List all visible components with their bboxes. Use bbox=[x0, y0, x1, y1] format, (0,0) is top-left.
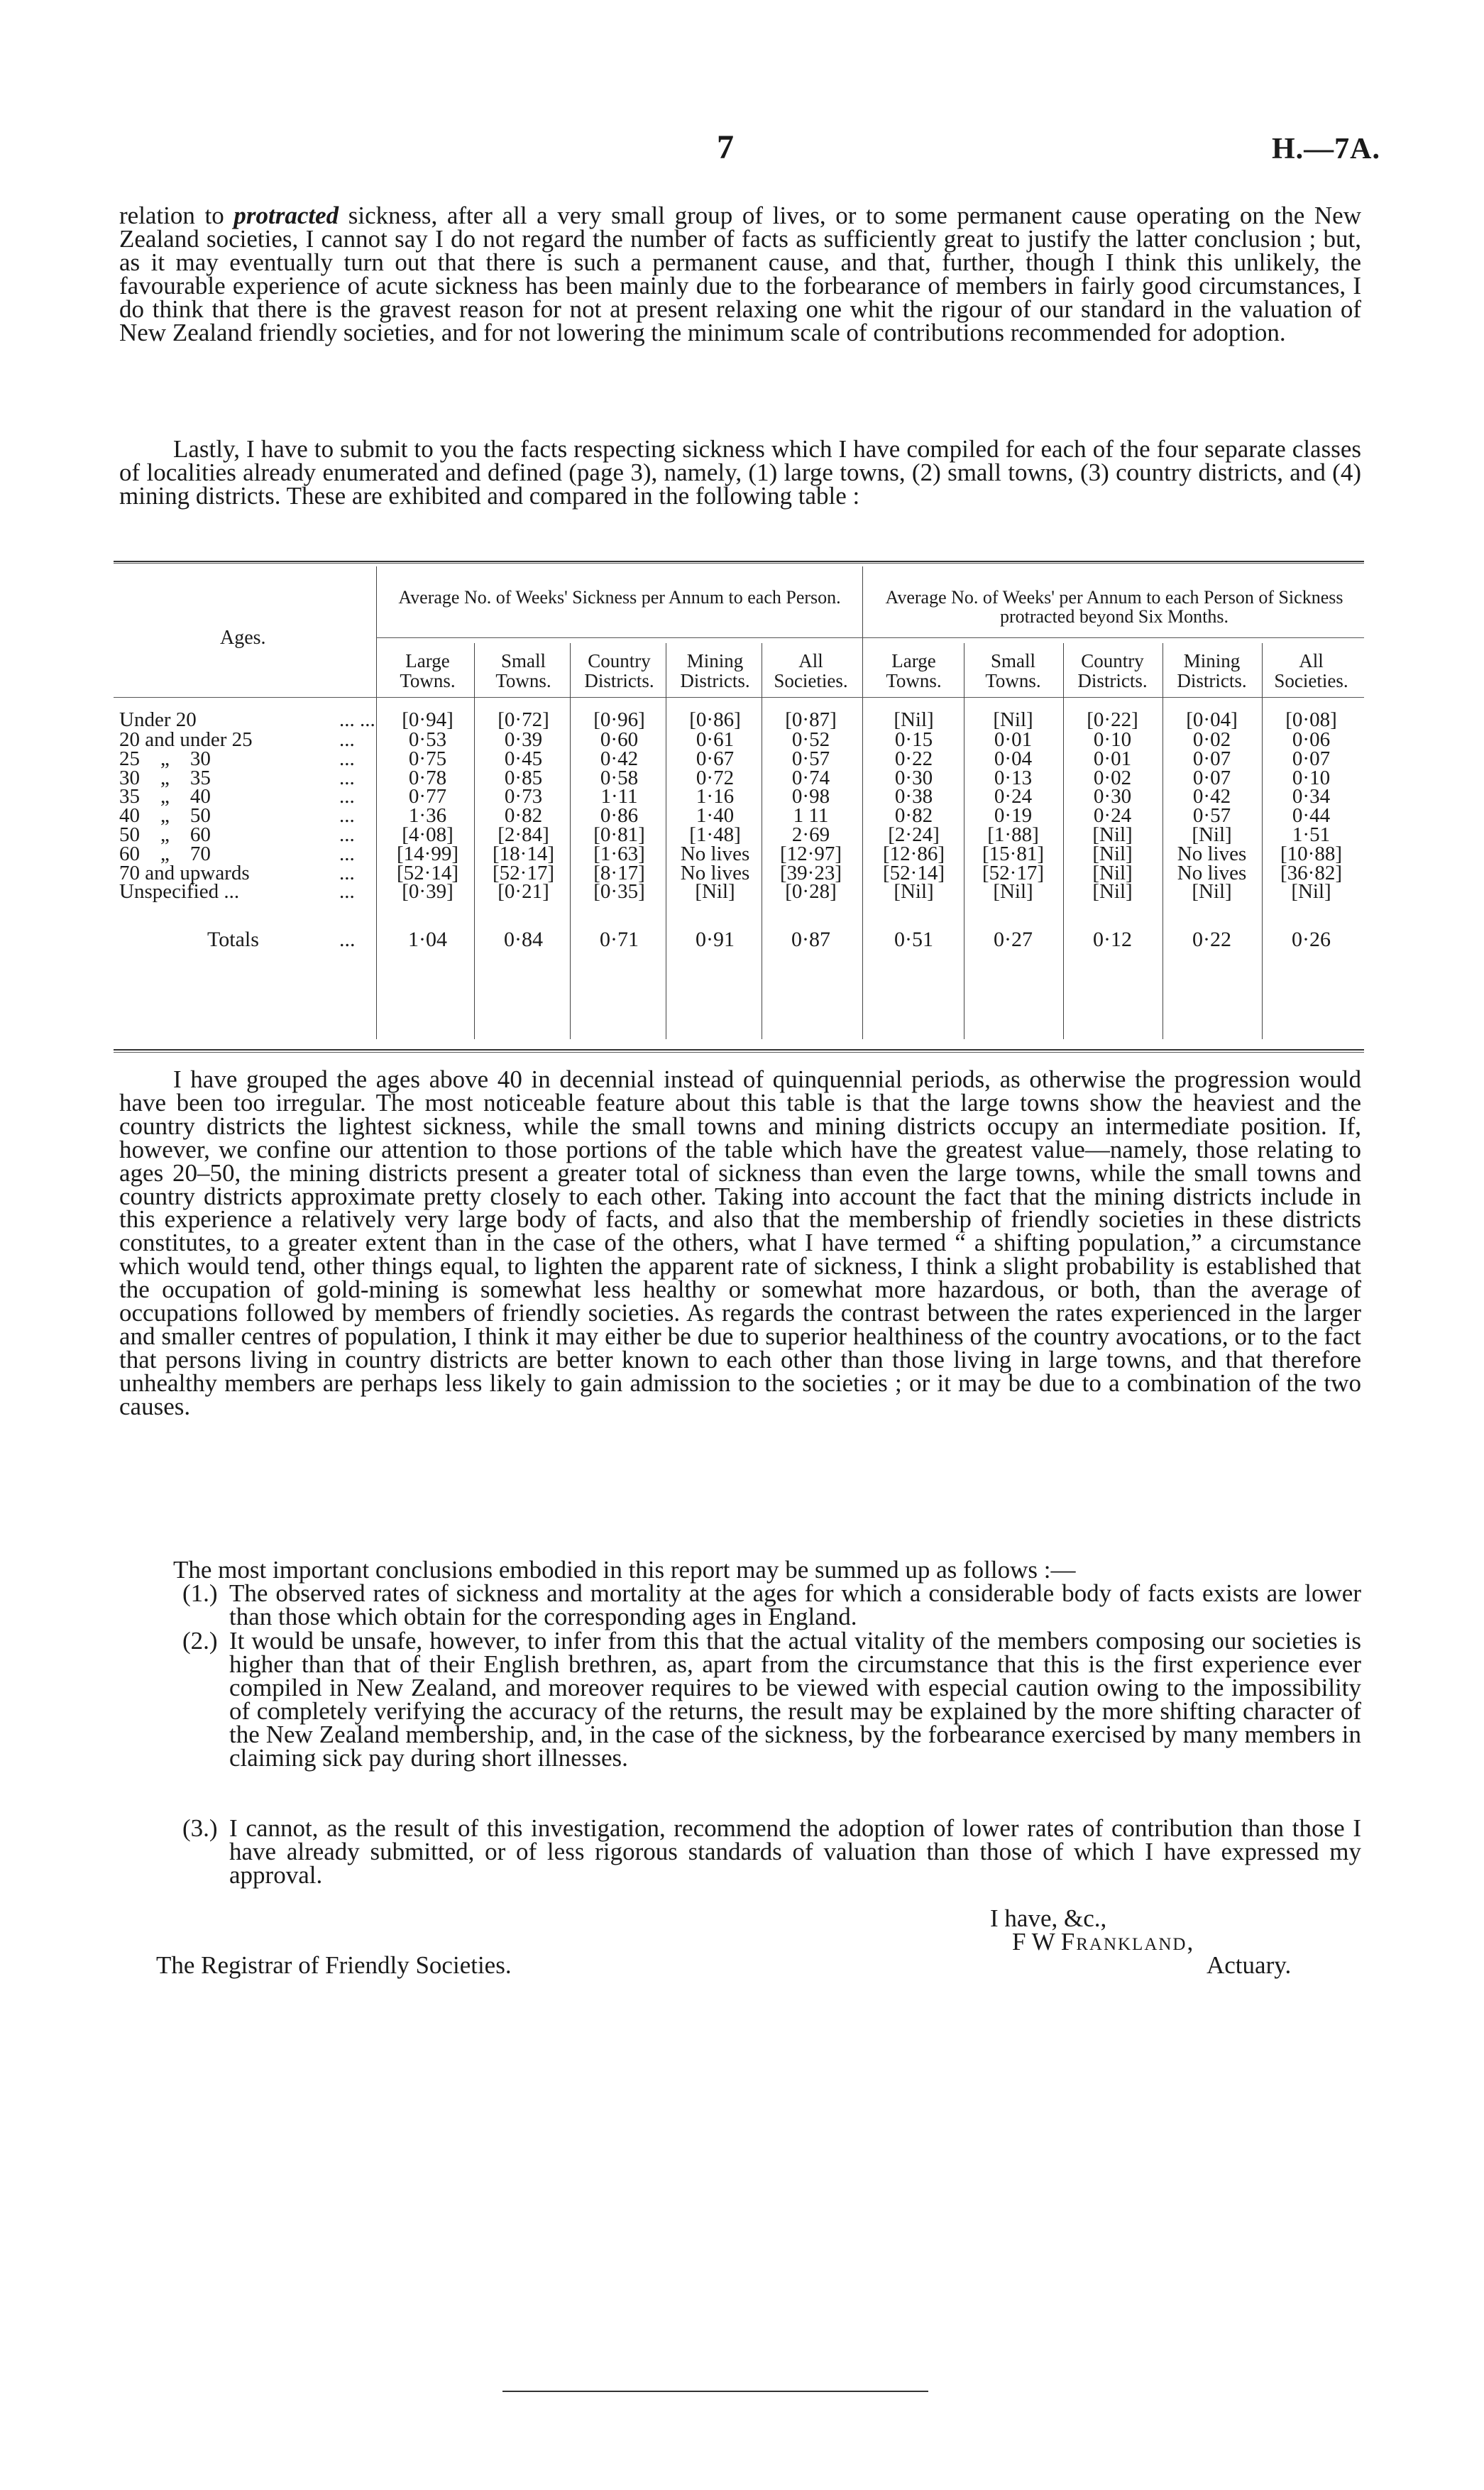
table-row bbox=[114, 710, 1364, 730]
value-cell: 0·91 bbox=[696, 928, 735, 951]
value-cell: [1·88] bbox=[987, 823, 1039, 846]
column-header-line2: Districts. bbox=[1177, 670, 1247, 691]
value-cell: [0·21] bbox=[498, 880, 549, 903]
value-cell: 2·69 bbox=[791, 823, 830, 846]
value-cell: [36·82] bbox=[1280, 862, 1342, 884]
intro-emphasis: protracted bbox=[233, 202, 339, 229]
value-cell: [0·86] bbox=[689, 708, 741, 731]
group-a-header: Average No. of Weeks' Sickness per Annum to each Person. bbox=[398, 587, 841, 608]
value-cell: [52·17] bbox=[982, 862, 1044, 884]
leader-dots: ... bbox=[339, 823, 355, 846]
value-cell: 0·39 bbox=[504, 728, 543, 751]
value-cell: [Nil] bbox=[1291, 880, 1331, 903]
value-cell: 0·22 bbox=[894, 747, 933, 770]
value-cell: [12·97] bbox=[780, 843, 842, 865]
value-cell: 0·02 bbox=[1192, 728, 1231, 751]
value-cell: 0·77 bbox=[408, 785, 447, 808]
column-divider bbox=[474, 643, 475, 1039]
value-cell: [Nil] bbox=[993, 880, 1033, 903]
value-cell: [4·08] bbox=[402, 823, 454, 846]
value-cell: 0·42 bbox=[1192, 785, 1231, 808]
value-cell: [52·17] bbox=[493, 862, 554, 884]
age-cell: Totals bbox=[207, 928, 259, 951]
column-header bbox=[1164, 651, 1260, 691]
leader-dots: ... bbox=[339, 728, 355, 751]
value-cell: [0·81] bbox=[593, 823, 645, 846]
value-cell: 0·10 bbox=[1292, 767, 1331, 789]
column-header-line1: Mining bbox=[1183, 650, 1241, 671]
subheader-rule bbox=[376, 637, 1364, 638]
column-header bbox=[1263, 651, 1359, 691]
discussion-text: I have grouped the ages above 40 in decennial instead of quinquennial periods, as otherwise the progression would have been too irregular. The most noticeable feature about this table is that the large towns show the heaviest and the country districts the lightest sickness, while the small towns and mining districts occupy an intermediate position. If, however, we confine our attention to those portions of the table which have the greatest value—namely, those relating to ages 20–50, the mining districts present a greater total of sickness than even the large towns, while the small towns and country districts approximate pretty closely to each other. Taking into account the fact that the mining districts include in this experience a relatively very large body of facts, and also that the membership of friendly societies in these districts constitutes, to a greater extent than in the case of the others, what I have termed “ a shifting population,” a circumstance which would tend, other things equal, to lighten the apparent rate of sickness, I think a slight probability is established that the occupation of gold-mining is somewhat less healthy or somewhat more hazardous, or both, than the average of occupations followed by members of friendly societies. As regards the contrast between the rates experienced in the larger and smaller centres of population, I think it may either be due to superior healthiness of the country avocations, or to the fact that persons living in country districts are better known to each other than those living in large towns, and that therefore unhealthy members are perhaps less likely to gain admission to the societies ; or it may be due to a combination of the two causes. bbox=[119, 1065, 1361, 1420]
lastly-text: Lastly, I have to submit to you the facts respecting sickness which I have compiled for each of the four separate classes of localities already enumerated and defined (page 3), namely, (1) large towns, (2) small towns, (3) country districts, and (4) mining districts. These are exhibited and compared in the following table : bbox=[119, 435, 1361, 510]
column-header-line1: Country bbox=[588, 650, 651, 671]
column-header-line2: Districts. bbox=[680, 670, 750, 691]
column-header bbox=[763, 651, 859, 691]
value-cell: [0·96] bbox=[593, 708, 645, 731]
value-cell: 0·30 bbox=[894, 767, 933, 789]
value-cell: [0·72] bbox=[498, 708, 549, 731]
value-cell: [14·99] bbox=[397, 843, 458, 865]
age-cell: Under 20 bbox=[119, 708, 197, 731]
leader-dots: ... bbox=[339, 862, 355, 884]
value-cell: 0·04 bbox=[994, 747, 1033, 770]
table-top-rule bbox=[114, 561, 1364, 562]
value-cell: 1·40 bbox=[696, 804, 735, 827]
value-cell: 0·42 bbox=[600, 747, 639, 770]
value-cell: 1·04 bbox=[408, 928, 447, 951]
value-cell: 0·87 bbox=[791, 928, 830, 951]
age-cell: 50 „ 60 bbox=[119, 823, 211, 846]
value-cell: [Nil] bbox=[1092, 880, 1133, 903]
column-header-line2: Societies. bbox=[774, 670, 848, 691]
column-header-line1: Small bbox=[500, 650, 546, 671]
value-cell: 0·82 bbox=[504, 804, 543, 827]
value-cell: 0·24 bbox=[1093, 804, 1132, 827]
page-number: 7 bbox=[717, 128, 734, 166]
value-cell: [52·14] bbox=[883, 862, 945, 884]
value-cell: [15·81] bbox=[982, 843, 1044, 865]
leader-dots: ... bbox=[339, 843, 355, 865]
value-cell: [18·14] bbox=[493, 843, 554, 865]
column-header-line2: Towns. bbox=[985, 670, 1041, 691]
column-header bbox=[1065, 651, 1160, 691]
column-header-line1: Country bbox=[1081, 650, 1144, 671]
value-cell: 0·34 bbox=[1292, 785, 1331, 808]
value-cell: 1·16 bbox=[696, 785, 735, 808]
discussion-paragraph bbox=[119, 1065, 1361, 1420]
value-cell: [2·84] bbox=[498, 823, 549, 846]
column-header bbox=[571, 651, 667, 691]
table-row bbox=[114, 786, 1364, 806]
conclusion-text: I cannot, as the result of this investigation, recommend the adoption of lower rates of contribution than those I have already submitted, or of less rigorous standards of valuation than those of which I have expressed my approval. bbox=[229, 1814, 1361, 1889]
age-cell: 25 „ 30 bbox=[119, 747, 211, 770]
value-cell: 0·98 bbox=[791, 785, 830, 808]
value-cell: 1 11 bbox=[793, 804, 829, 827]
value-cell: [Nil] bbox=[1092, 862, 1133, 884]
value-cell: 1·11 bbox=[600, 785, 638, 808]
value-cell: [Nil] bbox=[894, 708, 934, 731]
table-row bbox=[114, 882, 1364, 901]
value-cell: 0·84 bbox=[504, 928, 543, 951]
end-rule bbox=[502, 2391, 928, 2392]
header-bottom-rule bbox=[114, 697, 1364, 698]
column-header-line1: All bbox=[1299, 650, 1324, 671]
value-cell: No lives bbox=[1177, 843, 1247, 865]
intro-paragraph bbox=[119, 204, 1361, 344]
value-cell: 0·53 bbox=[408, 728, 447, 751]
value-cell: 0·60 bbox=[600, 728, 639, 751]
column-header bbox=[667, 651, 763, 691]
value-cell: 0·74 bbox=[791, 767, 830, 789]
value-cell: 0·82 bbox=[894, 804, 933, 827]
column-header bbox=[380, 651, 476, 691]
lastly-paragraph bbox=[119, 435, 1361, 510]
value-cell: 0·22 bbox=[1192, 928, 1231, 951]
value-cell: 1·51 bbox=[1292, 823, 1331, 846]
ages-header: Ages. bbox=[220, 627, 266, 649]
signatory-title: Actuary. bbox=[1207, 1951, 1292, 1979]
value-cell: [2·24] bbox=[888, 823, 940, 846]
value-cell: [Nil] bbox=[1092, 823, 1133, 846]
table-row bbox=[114, 806, 1364, 826]
age-cell: 20 and under 25 bbox=[119, 728, 253, 751]
value-cell: 0·15 bbox=[894, 728, 933, 751]
value-cell: 1·36 bbox=[408, 804, 447, 827]
value-cell: 0·86 bbox=[600, 804, 639, 827]
value-cell: [0·94] bbox=[402, 708, 454, 731]
value-cell: 0·72 bbox=[696, 767, 735, 789]
value-cell: 0·06 bbox=[1292, 728, 1331, 751]
conclusion-item bbox=[182, 1814, 1361, 1889]
value-cell: 0·12 bbox=[1093, 928, 1132, 951]
column-header-line2: Districts. bbox=[1077, 670, 1148, 691]
signature bbox=[1012, 1928, 1194, 1956]
value-cell: [Nil] bbox=[894, 880, 934, 903]
value-cell: [39·23] bbox=[780, 862, 842, 884]
age-cell: 40 „ 50 bbox=[119, 804, 211, 827]
age-cell: Unspecified ... bbox=[119, 880, 240, 903]
column-divider bbox=[1262, 643, 1263, 1039]
signature-surname: Frankland, bbox=[1060, 1928, 1195, 1956]
value-cell: [1·48] bbox=[689, 823, 741, 846]
leader-dots: ... bbox=[339, 785, 355, 808]
table-top-rule-inner bbox=[114, 563, 1364, 564]
leader-dots: ... bbox=[339, 880, 355, 903]
conclusions-lead: The most important conclusions embodied in this report may be summed up as follows :— bbox=[173, 1556, 1076, 1584]
value-cell: 0·44 bbox=[1292, 804, 1331, 827]
value-cell: 0·51 bbox=[894, 928, 933, 951]
value-cell: No lives bbox=[680, 843, 750, 865]
table-bottom-rule-inner bbox=[114, 1052, 1364, 1053]
column-header bbox=[965, 651, 1061, 691]
value-cell: 0·78 bbox=[408, 767, 447, 789]
value-cell: 0·10 bbox=[1093, 728, 1132, 751]
value-cell: 0·61 bbox=[696, 728, 735, 751]
column-header-line1: Large bbox=[891, 650, 936, 671]
value-cell: [52·14] bbox=[397, 862, 458, 884]
value-cell: No lives bbox=[1177, 862, 1247, 884]
value-cell: 0·71 bbox=[600, 928, 639, 951]
column-header-line1: Small bbox=[990, 650, 1035, 671]
value-cell: 0·67 bbox=[696, 747, 735, 770]
value-cell: 0·75 bbox=[408, 747, 447, 770]
value-cell: [Nil] bbox=[1192, 880, 1232, 903]
value-cell: [0·08] bbox=[1285, 708, 1337, 731]
column-header-line1: All bbox=[798, 650, 823, 671]
value-cell: [Nil] bbox=[1192, 823, 1232, 846]
age-cell: 60 „ 70 bbox=[119, 843, 211, 865]
value-cell: 0·57 bbox=[1192, 804, 1231, 827]
value-cell: 0·85 bbox=[504, 767, 543, 789]
value-cell: 0·57 bbox=[791, 747, 830, 770]
intro-prefix: relation to bbox=[119, 202, 234, 229]
value-cell: 0·19 bbox=[994, 804, 1033, 827]
value-cell: 0·45 bbox=[504, 747, 543, 770]
value-cell: [0·04] bbox=[1186, 708, 1238, 731]
column-header-line2: Towns. bbox=[400, 670, 456, 691]
age-cell: 30 „ 35 bbox=[119, 767, 211, 789]
value-cell: 0·01 bbox=[1093, 747, 1132, 770]
value-cell: [Nil] bbox=[993, 708, 1033, 731]
age-cell: 35 „ 40 bbox=[119, 785, 211, 808]
value-cell: 0·73 bbox=[504, 785, 543, 808]
signature-initials: F W bbox=[1012, 1928, 1055, 1956]
value-cell: [0·35] bbox=[593, 880, 645, 903]
conclusions-block bbox=[119, 1556, 1361, 1889]
table-row bbox=[114, 844, 1364, 864]
value-cell: [0·28] bbox=[785, 880, 837, 903]
value-cell: 0·01 bbox=[994, 728, 1033, 751]
conclusion-text: It would be unsafe, however, to infer from this that the actual vitality of the members composing our societies is higher than that of their English brethren, as, apart from the circumstance that this is the first experience ever compiled in New Zealand, and moreover requires to be viewed with especial caution owing to the impossibility of completely verifying the accuracy of the returns, the result may be explained by the more shifting character of the New Zealand membership, and, in the case of the sickness, by the forbearance exercised by many members in claiming sick pay during short illnesses. bbox=[229, 1627, 1361, 1772]
value-cell: [8·17] bbox=[593, 862, 645, 884]
closing-line: I have, &c., bbox=[990, 1904, 1107, 1932]
leader-dots: ... bbox=[339, 804, 355, 827]
table-row bbox=[114, 730, 1364, 750]
column-header-line2: Districts. bbox=[584, 670, 654, 691]
table-row bbox=[114, 749, 1364, 769]
totals-row bbox=[114, 930, 1364, 950]
value-cell: [0·87] bbox=[785, 708, 837, 731]
conclusion-number: (1.) bbox=[182, 1579, 218, 1607]
value-cell: 0·27 bbox=[994, 928, 1033, 951]
conclusion-text: The observed rates of sickness and mortality at the ages for which a considerable body of facts exists are lower than those which obtain for the corresponding ages in England. bbox=[229, 1579, 1361, 1630]
value-cell: [0·22] bbox=[1087, 708, 1138, 731]
intro-rest: sickness, after all a very small group of lives, or to some permanent cause operating on the New Zealand societies, I cannot say I do not regard the number of facts as sufficiently great to justify the latter conclusion ; but, as it may eventually turn out that there is such a permanent cause, and that, further, though I think this unlikely, the favourable experience of acute sickness has been mainly due to the forbearance of members in fairly good circumstances, I do think that there is the gravest reason for not at present relaxing one whit the rigour of our standard in the valuation of New Zealand friendly societies, and for not lowering the minimum scale of contributions recommended for adoption. bbox=[119, 202, 1361, 346]
group-b-header: Average No. of Weeks' per Annum to each Person of Sickness protracted beyond Six Months. bbox=[885, 587, 1343, 627]
value-cell: 0·30 bbox=[1093, 785, 1132, 808]
table-row bbox=[114, 825, 1364, 845]
value-cell: 0·02 bbox=[1093, 767, 1132, 789]
value-cell: 0·26 bbox=[1292, 928, 1331, 951]
column-header bbox=[476, 651, 571, 691]
value-cell: [Nil] bbox=[695, 880, 735, 903]
column-divider bbox=[570, 643, 571, 1039]
value-cell: 0·38 bbox=[894, 785, 933, 808]
value-cell: 0·07 bbox=[1192, 747, 1231, 770]
value-cell: 0·24 bbox=[994, 785, 1033, 808]
conclusion-item bbox=[182, 1579, 1361, 1630]
leader-dots: ... bbox=[339, 767, 355, 789]
column-divider bbox=[1063, 643, 1064, 1039]
value-cell: [1·63] bbox=[593, 843, 645, 865]
value-cell: [10·88] bbox=[1280, 843, 1342, 865]
column-header-line2: Towns. bbox=[886, 670, 942, 691]
value-cell: [Nil] bbox=[1092, 843, 1133, 865]
value-cell: 0·07 bbox=[1192, 767, 1231, 789]
column-header-line2: Towns. bbox=[495, 670, 551, 691]
column-header-line2: Societies. bbox=[1274, 670, 1348, 691]
leader-dots: ... bbox=[339, 747, 355, 770]
table-row bbox=[114, 863, 1364, 883]
column-header-line1: Large bbox=[405, 650, 450, 671]
conclusion-item bbox=[182, 1627, 1361, 1772]
table-bottom-rule bbox=[114, 1049, 1364, 1051]
leader-dots: ... ... bbox=[339, 708, 375, 731]
value-cell: 0·52 bbox=[791, 728, 830, 751]
value-cell: 0·58 bbox=[600, 767, 639, 789]
document-reference: H.—7A. bbox=[1272, 133, 1380, 165]
conclusion-number: (2.) bbox=[182, 1627, 218, 1655]
age-cell: 70 and upwards bbox=[119, 862, 250, 884]
value-cell: No lives bbox=[680, 862, 750, 884]
addressee: The Registrar of Friendly Societies. bbox=[156, 1951, 512, 1979]
value-cell: [12·86] bbox=[883, 843, 945, 865]
column-header-line1: Mining bbox=[686, 650, 744, 671]
conclusion-number: (3.) bbox=[182, 1814, 218, 1842]
value-cell: 0·07 bbox=[1292, 747, 1331, 770]
column-header bbox=[866, 651, 962, 691]
value-cell: 0·13 bbox=[994, 767, 1033, 789]
sickness-table bbox=[114, 561, 1364, 1051]
table-row bbox=[114, 768, 1364, 788]
value-cell: [0·39] bbox=[402, 880, 454, 903]
leader-dots: ... bbox=[339, 928, 356, 951]
